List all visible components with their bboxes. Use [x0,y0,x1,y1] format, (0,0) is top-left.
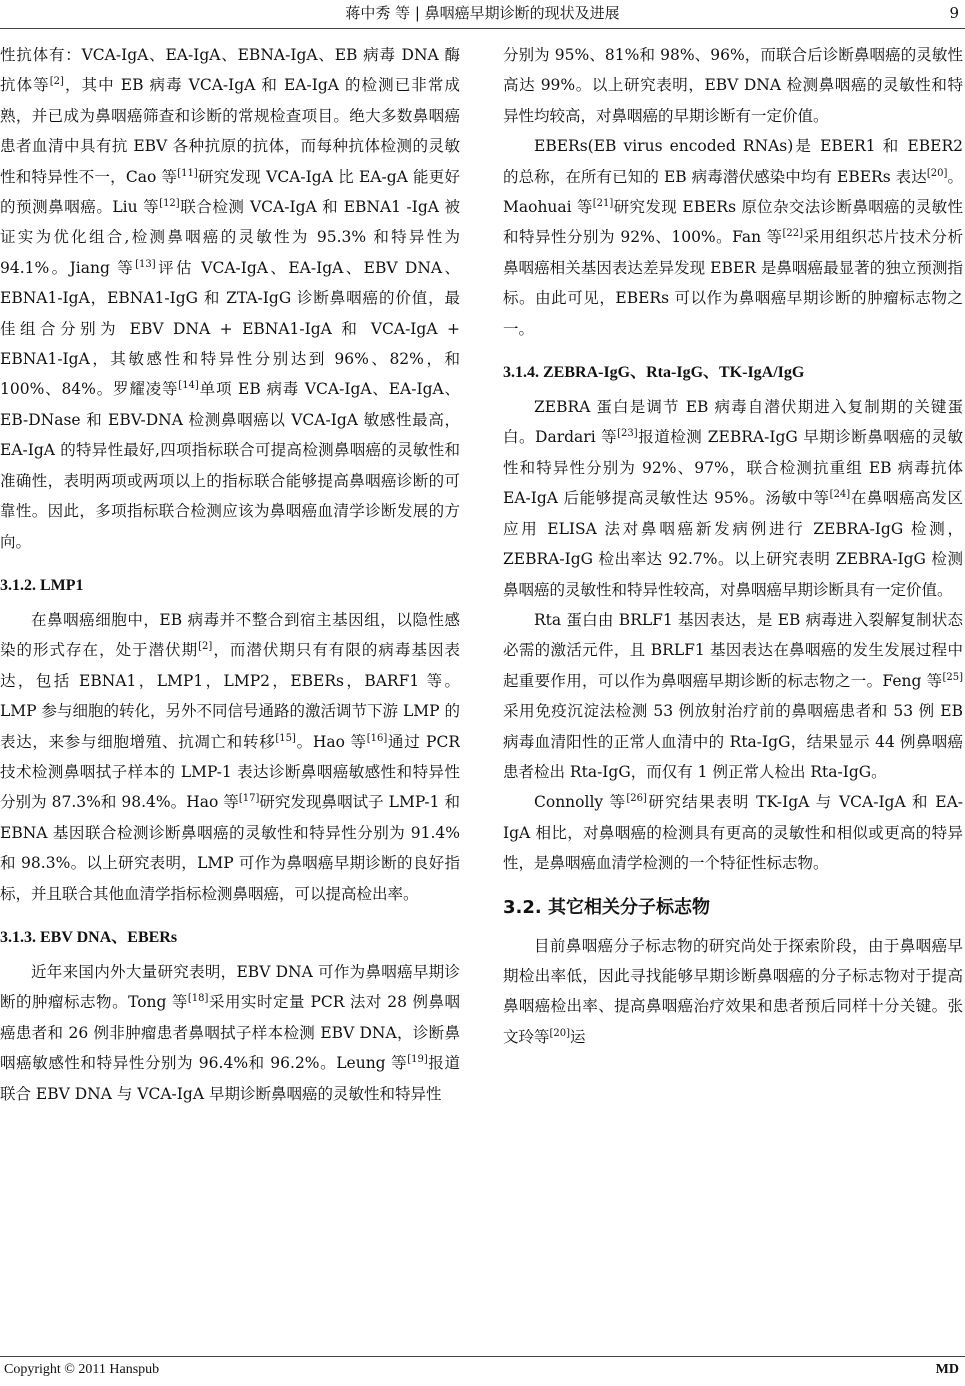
text-run: 运 [570,1027,586,1046]
citation-ref[interactable]: [22] [782,228,804,240]
text-run: 报道检测 ZEBRA-IgG 早期诊断鼻咽癌的灵敏性和特异性分别为 92%、97%，联合检测抗重组 EB 病毒抗体 EA-IgA 后能够提高灵敏性达 95%。汤敏中等 [503,428,963,508]
paragraph-serology [0,40,460,557]
citation-ref[interactable]: [20] [926,167,948,179]
citation-ref[interactable]: [20] [549,1027,571,1039]
text-run: 研究发现 EBERs 原位杂交法诊断鼻咽癌的灵敏性和特异性分别为 92%、100%。Fan 等 [503,198,963,247]
paragraph-other-markers [503,931,963,1053]
text-run: 研究发现 VCA-IgA 比 EA-gA 能更好的预测鼻咽癌。Liu 等 [0,167,460,217]
text-run: ，其中 EB 病毒 VCA-IgA 和 EA-IgA 的检测已非常成熟，并已成为鼻咽癌筛查和诊断的常规检查项目。绝大多数鼻咽癌患者血清中具有抗 EBV 各种抗原的抗体，而每种抗体检测的灵敏性和特异性不一，Cao 等 [0,76,460,186]
page-number: 9 [949,4,959,22]
text-run: 采用组织芯片技术分析鼻咽癌相关基因表达差异发现 EBER 是鼻咽癌最显著的独立预测指标。由此可见，EBERs 可以作为鼻咽癌早期诊断的肿瘤标志物之一。 [503,228,963,338]
left-column [0,40,460,1340]
citation-ref[interactable]: [16] [366,732,388,744]
paragraph-rta [503,605,963,787]
text-run: 。Maohuai 等 [503,167,963,217]
citation-ref[interactable]: [11] [177,167,198,179]
citation-ref[interactable]: [18] [187,993,209,1005]
page-footer [0,1350,965,1386]
citation-ref[interactable]: [17] [238,793,260,805]
section-heading-zebra: 3.1.4. ZEBRA-IgG、Rta-IgG、TK-IgA/IgG [503,364,805,382]
footer-rule [0,1356,965,1357]
text-run: ，而潜伏期只有有限的病毒基因表达，包括 EBNA1，LMP1，LMP2，EBERs，BARF1 等。LMP 参与细胞的转化，另外不同信号通路的激活调节下游 LMP 的表达，来参与细胞增殖、抗凋亡和转移 [0,641,460,751]
citation-ref[interactable]: [13] [135,258,156,270]
section-heading-other-markers: 3.2. 其它相关分子标志物 [503,896,710,918]
citation-ref[interactable]: [24] [829,489,851,501]
text-run: 在鼻咽癌高发区应用 ELISA 法对鼻咽癌新发病例进行 ZEBRA-IgG 检测，ZEBRA-IgG 检出率达 92.7%。以上研究表明 ZEBRA-IgG 检测鼻咽癌的灵敏性和特异性较高，对鼻咽癌早期诊断具有一定价值。 [503,489,963,599]
text-run: 研究结果表明 TK-IgA 与 VCA-IgA 和 EA-IgA 相比，对鼻咽癌的检测具有更高的灵敏性和相似或更高的特异性，是鼻咽癌血清学检测的一个特征性标志物。 [503,793,963,873]
text-run: 。Hao 等 [295,732,367,751]
citation-ref[interactable]: [19] [407,1054,428,1066]
paragraph-ebv-continued: 分别为 95%、81%和 98%、96%，而联合后诊断鼻咽癌的灵敏性高达 99%。以上研究表明，EBV DNA 检测鼻咽癌的灵敏性和特异性均较高，对鼻咽癌的早期诊断有一定价值。 [503,46,963,125]
text-run: 近年来国内外大量研究表明，EBV DNA 可作为鼻咽癌早期诊断的肿瘤标志物。Tong 等 [0,962,460,1012]
journal-mark: MD [935,1362,959,1377]
citation-ref[interactable]: [26] [626,793,647,805]
text-run: 采用实时定量 PCR 法对 28 例鼻咽癌患者和 26 例非肿瘤患者鼻咽拭子样本检测 EBV DNA，诊断鼻咽癌敏感性和特异性分别为 96.4%和 96.2%。Leung 等 [0,993,460,1073]
section-heading-ebv-dna: 3.1.3. EBV DNA、EBERs [0,928,178,946]
text-run: 联合检测 VCA-IgA 和 EBNA1 -IgA 被证实为优化组合,检测鼻咽癌的灵敏性为 95.3% 和特异性为 94.1%。Jiang 等 [0,198,460,277]
text-run: 研究发现鼻咽试子 LMP-1 和 EBNA 基因联合检测诊断鼻咽癌的灵敏性和特异性分别为 91.4%和 98.3%。以上研究表明，LMP 可作为鼻咽癌早期诊断的良好指标，并且联合其他血清学指标检测鼻咽癌，可以提高检出率。 [0,793,460,903]
paragraph-lmp1 [0,605,460,909]
section-heading-lmp1: 3.1.2. LMP1 [0,576,84,594]
copyright-notice: Copyright © 2011 Hanspub [4,1362,160,1377]
text-run: 目前鼻咽癌分子标志物的研究尚处于探索阶段，由于鼻咽癌早期检出率低，因此寻找能够早期诊断鼻咽癌的分子标志物对于提高鼻咽癌检出率、提高鼻咽癌治疗效果和患者预后同样十分关键。张文玲等 [503,936,963,1046]
paragraph-zebra [503,392,963,605]
citation-ref[interactable]: [2] [49,76,64,88]
text-run: Connolly 等 [534,793,627,812]
text-run: 报道联合 EBV DNA 与 VCA-IgA 早期诊断鼻咽癌的灵敏性和特异性 [0,1054,460,1103]
citation-ref[interactable]: [2] [198,641,213,653]
text-run: ZEBRA 蛋白是调节 EB 病毒自潜伏期进入复制期的关键蛋白。Dardari 等 [503,398,963,447]
page-header [0,0,965,28]
citation-ref[interactable]: [21] [592,197,614,209]
header-rule [0,28,965,29]
text-run: 采用免疫沉淀法检测 53 例放射治疗前的鼻咽癌患者和 53 例 EB 病毒血清阳性的正常人血清中的 Rta-IgG，结果显示 44 例鼻咽癌患者检出 Rta-IgG，而仅有 1 例正常人检出 Rta-IgG。 [503,702,963,781]
text-run: 通过 PCR 技术检测鼻咽拭子样本的 LMP-1 表达诊断鼻咽癌敏感性和特异性分别为 87.3%和 98.4%。Hao 等 [0,732,460,812]
right-column [503,40,963,1340]
paragraph-ebers [503,131,963,344]
text-run: 单项 EB 病毒 VCA-IgA、EA-IgA、EB-DNase 和 EBV-DNA 检测鼻咽癌以 VCA-IgA 敏感性最高，EA-IgA 的特异性最好,四项指标联合可提高检测鼻咽癌的灵敏性和准确性，表明两项或两项以上的指标联合能够提高鼻咽癌诊断的可靠性。因此，多项指标联合检测应该为鼻咽癌血清学诊断发展的方向。 [0,380,460,551]
text-run: EBERs(EB virus encoded RNAs)是 EBER1 和 EBER2 的总称，在所有已知的 EB 病毒潜伏感染中均有 EBERs 表达 [503,137,963,186]
citation-ref[interactable]: [12] [159,197,180,209]
citation-ref[interactable]: [15] [275,732,296,744]
citation-ref[interactable]: [14] [178,380,199,392]
running-title: 蒋中秀 等 | 鼻咽癌早期诊断的现状及进展 [345,4,620,22]
citation-ref[interactable]: [25] [942,671,963,683]
text-run: Rta 蛋白由 BRLF1 基因表达，是 EB 病毒进入裂解复制状态必需的激活元件，且 BRLF1 基因表达在鼻咽癌的发生发展过程中起重要作用，可以作为鼻咽癌早期诊断的标志物之一。Feng 等 [503,610,963,690]
text-run: 在鼻咽癌细胞中，EB 病毒并不整合到宿主基因组，以隐性感染的形式存在，处于潜伏期 [0,610,460,660]
paragraph-ebv-dna [0,957,460,1109]
paragraph-tk [503,787,963,878]
citation-ref[interactable]: [23] [617,428,638,440]
text-run: 性抗体有：VCA-IgA、EA-IgA、EBNA-IgA、EB 病毒 DNA 酶抗体等 [0,46,460,95]
text-run: 评估 VCA-IgA、EA-IgA、EBV DNA、EBNA1-IgA，EBNA1-IgG 和 ZTA-IgG 诊断鼻咽癌的价值，最佳组合分别为 EBV DNA + EBNA1-IgA 和 VCA-IgA + EBNA1-IgA，其敏感性和特异性分别达到 96%、82%，和 100%、84%。罗耀凌等 [0,258,460,399]
